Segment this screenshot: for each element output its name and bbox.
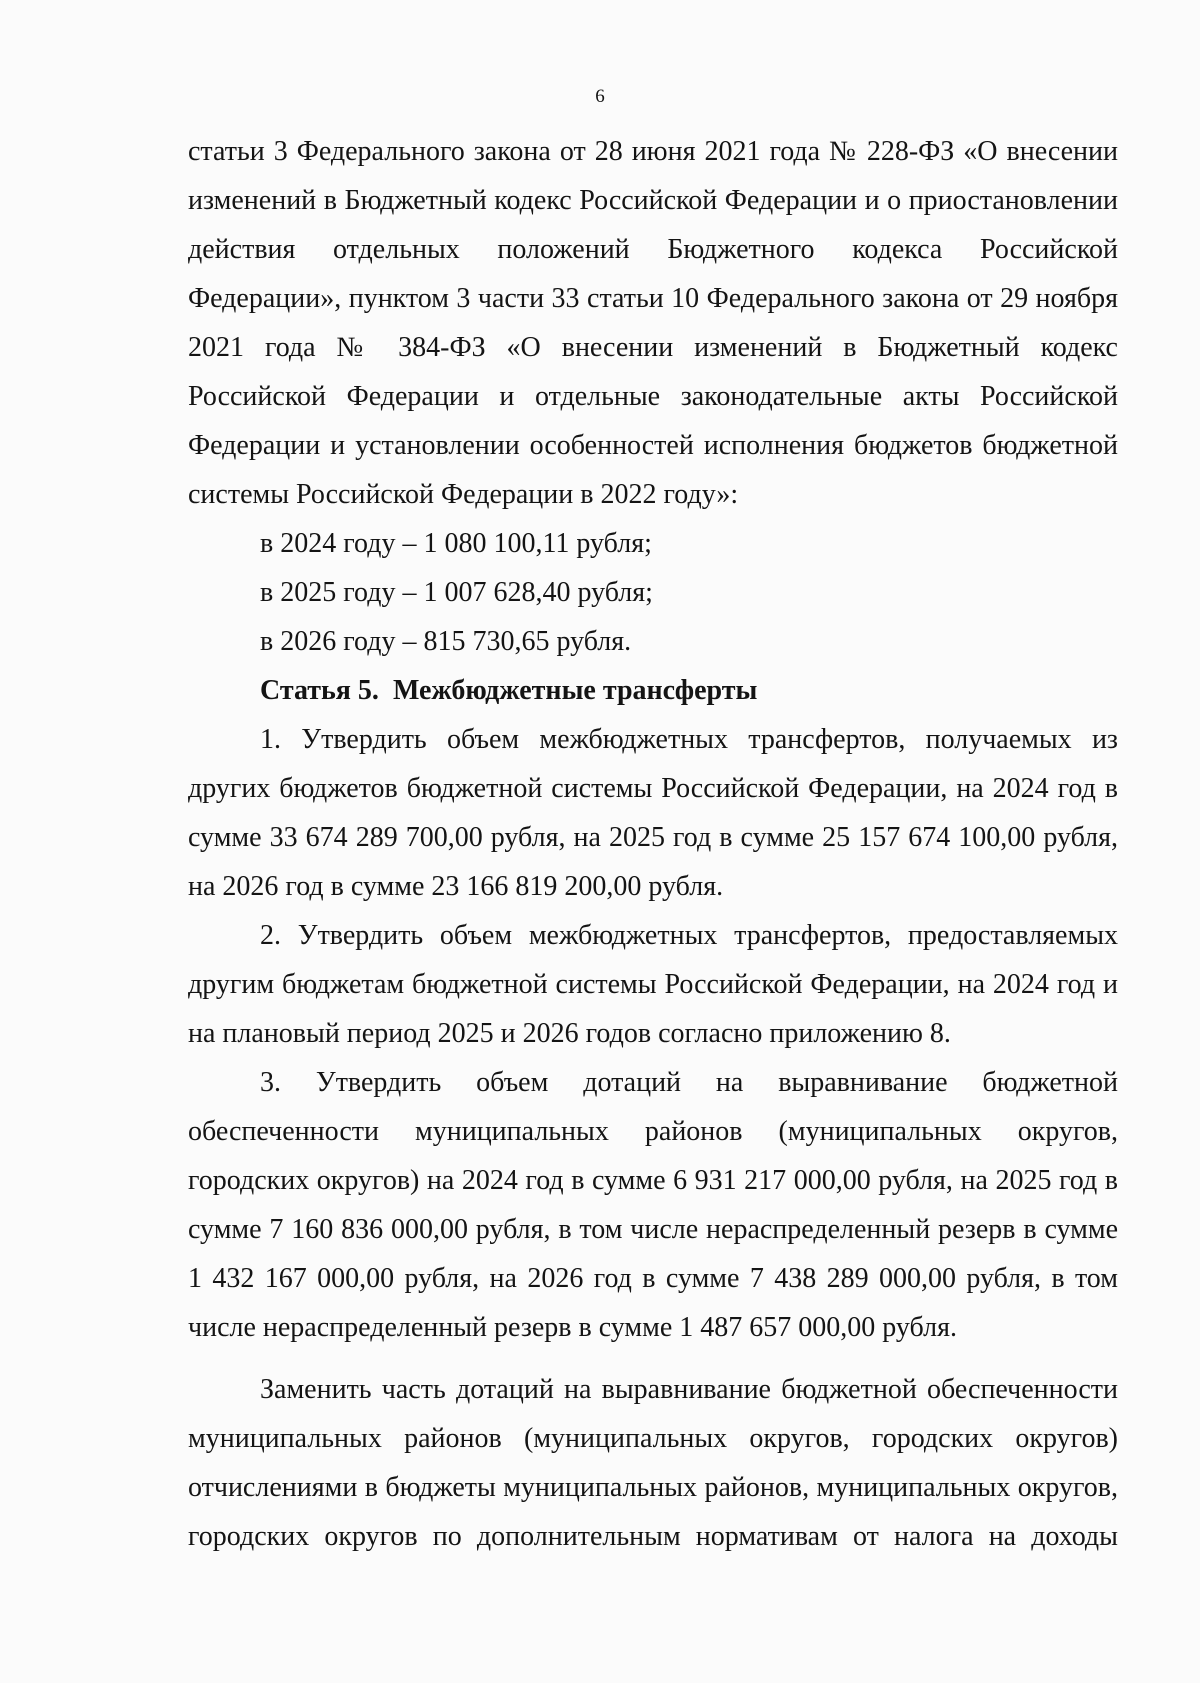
clause-2: 2. Утвердить объем межбюджетных трансфертов, предоставляемых другим бюджетам бюджетной системы Российской Федерации, на 2024 год и на плановый период 2025 и 2026 годов согласно приложению 8. [188, 920, 1118, 1049]
page-number: 6 [595, 86, 605, 107]
final-paragraph: Заменить часть дотаций на выравнивание бюджетной обеспеченности муниципальных районов (муниципальных округов, городских округов) отчислениями в бюджеты муниципальных районов, муниципальных округов, городских округов по дополнительным нормативам от налога на доходы [188, 1374, 1118, 1552]
article-title: Межбюджетные трансферты [392, 675, 758, 706]
paragraph-gap [188, 1352, 1118, 1365]
document-body [188, 127, 1118, 1561]
clause-1: 1. Утвердить объем межбюджетных трансфертов, получаемых из других бюджетов бюджетной системы Российской Федерации, на 2024 год в сумме 33 674 289 700,00 рубля, на 2025 год в сумме 25 157 674 100,00 рубля, на 2026 год в сумме 23 166 819 200,00 рубля. [188, 724, 1118, 902]
clause-3: 3. Утвердить объем дотаций на выравнивание бюджетной обеспеченности муниципальных районов (муниципальных округов, городских округов) на 2024 год в сумме 6 931 217 000,00 рубля, на 2025 год в сумме 7 160 836 000,00 рубля, в том числе нераспределенный резерв в сумме 1 432 167 000,00 рубля, на 2026 год в сумме 7 438 289 000,00 рубля, в том числе нераспределенный резерв в сумме 1 487 657 000,00 рубля. [188, 1067, 1118, 1343]
article-label: Статья 5. [260, 675, 379, 706]
article-heading [188, 666, 1118, 715]
amount-2025: в 2025 году – 1 007 628,40 рубля; [260, 577, 653, 608]
amount-2024: в 2024 году – 1 080 100,11 рубля; [260, 528, 652, 559]
intro-paragraph: статьи 3 Федерального закона от 28 июня 2021 года № 228-ФЗ «О внесении изменений в Бюджетный кодекс Российской Федерации и о приостановлении действия отдельных положений Бюджетного кодекса Российской Федерации», пунктом 3 части 33 статьи 10 Федерального закона от 29 ноября 2021 года № 384-ФЗ «О внесении изменений в Бюджетный кодекс Российской Федерации и отдельные законодательные акты Российской Федерации и установлении особенностей исполнения бюджетов бюджетной системы Российской Федерации в 2022 году»: [188, 136, 1118, 510]
amount-2026: в 2026 году – 815 730,65 рубля. [260, 626, 632, 657]
